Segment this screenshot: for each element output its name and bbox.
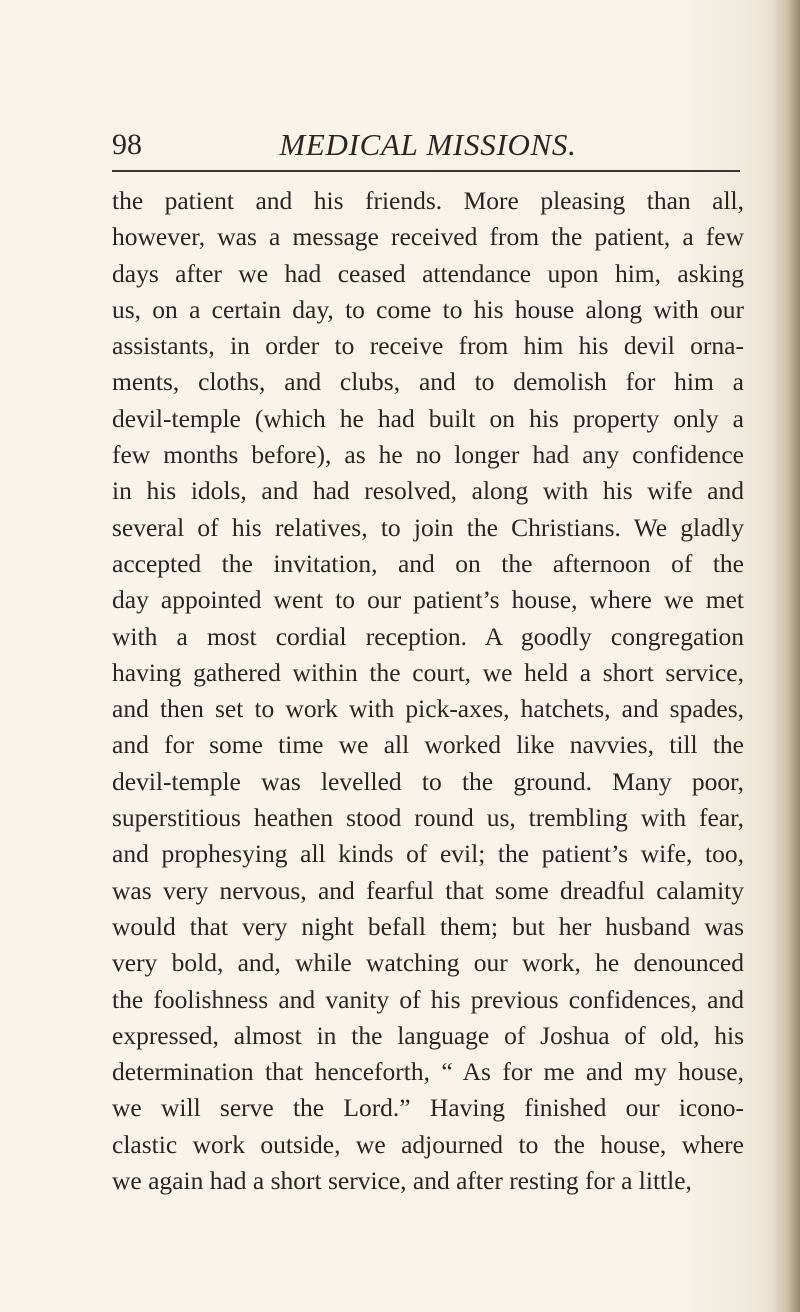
text-line: assistants, in order to receive from him his devil orna- (112, 331, 744, 361)
text-line: the patient and his friends. More pleasing than all, (112, 186, 744, 215)
text-line: ments, cloths, and clubs, and to demolish for him a (112, 367, 744, 397)
page-header (112, 124, 744, 166)
text-line: expressed, almost in the language of Joshua of old, his (112, 1020, 744, 1050)
text-line: days after we had ceased attendance upon him, asking (112, 258, 744, 288)
text-line: devil-temple (which he had built on his property only a (112, 403, 744, 433)
text-line: few months before), as he no longer had any confidence (112, 440, 744, 470)
text-line: we will serve the Lord.” Having finished our icono- (112, 1093, 744, 1123)
running-title: MEDICAL MISSIONS. (279, 127, 577, 162)
text-line: having gathered within the court, we held a short service, (112, 657, 744, 687)
text-line: clastic work outside, we adjourned to the house, where (112, 1129, 744, 1159)
text-line: day appointed went to our patient’s house, where we met (112, 585, 744, 615)
text-line: was very nervous, and fearful that some dreadful calamity (112, 875, 744, 905)
page-number: 98 (112, 128, 142, 161)
text-line: and prophesying all kinds of evil; the patient’s wife, too, (112, 839, 744, 869)
text-line: and then set to work with pick-axes, hatchets, and spades, (112, 694, 744, 724)
text-line: would that very night befall them; but her husband was (112, 911, 744, 941)
page-edge-shadow (772, 0, 800, 1312)
text-line: accepted the invitation, and on the afternoon of the (112, 548, 744, 578)
text-line: devil-temple was levelled to the ground. Many poor, (112, 766, 744, 796)
text-line: we again had a short service, and after resting for a little, (112, 1166, 692, 1196)
text-line: and for some time we all worked like navvies, till the (112, 730, 744, 760)
text-line: several of his relatives, to join the Christians. We gladly (112, 512, 744, 542)
body-text (112, 183, 744, 1199)
text-line: in his idols, and had resolved, along with his wife and (112, 476, 744, 506)
header-rule (112, 170, 740, 172)
text-line: with a most cordial reception. A goodly congregation (112, 621, 744, 651)
text-line: determination that henceforth, “ As for me and my house, (112, 1057, 744, 1087)
text-line: however, was a message received from the patient, a few (112, 222, 744, 252)
text-line: us, on a certain day, to come to his house along with our (112, 294, 744, 324)
text-line: very bold, and, while watching our work, he denounced (112, 948, 744, 978)
text-line: superstitious heathen stood round us, trembling with fear, (112, 803, 744, 833)
text-line: the foolishness and vanity of his previous confidences, and (112, 984, 744, 1014)
